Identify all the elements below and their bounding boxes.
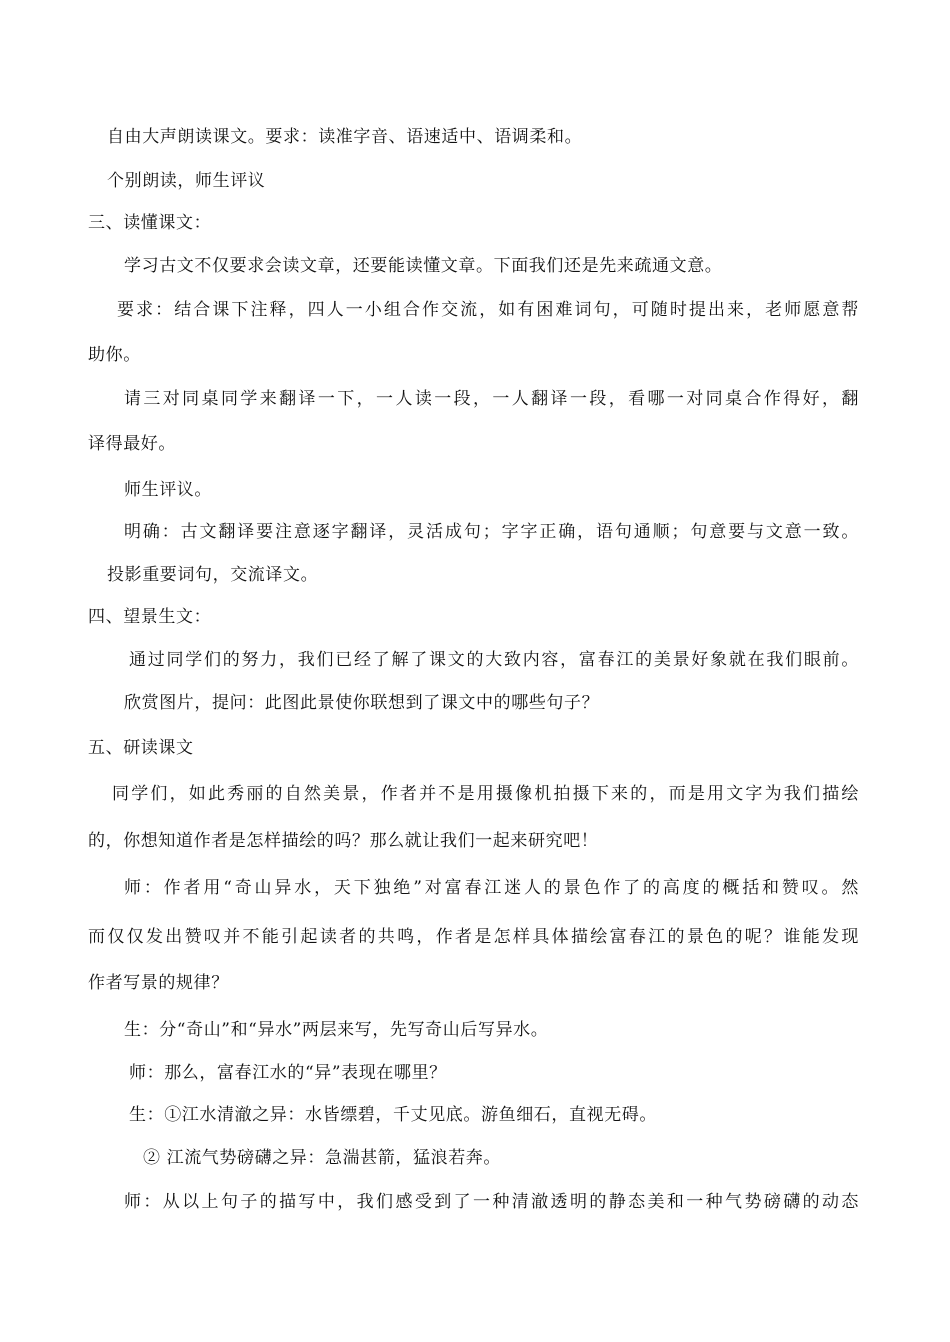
section-heading: 四、望景生文： — [88, 607, 212, 627]
paragraph-line: 师生评议。 — [124, 480, 212, 500]
paragraph-line: 师：从以上句子的描写中，我们感受到了一种清澈透明的静态美和一种气势磅礴的动态 — [124, 1192, 859, 1212]
paragraph-line: 个别朗读，师生评议 — [107, 171, 266, 191]
section-heading: 三、读懂课文： — [88, 213, 212, 233]
paragraph-line: 译得最好。 — [88, 434, 176, 454]
paragraph-line: 欣赏图片，提问：此图此景使你联想到了课文中的哪些句子？ — [124, 693, 600, 713]
paragraph-line: 要求：结合课下注释，四人一小组合作交流，如有困难词句，可随时提出来，老师愿意帮 — [117, 300, 859, 320]
paragraph-line: 助你。 — [88, 345, 141, 365]
paragraph-line: 的，你想知道作者是怎样描绘的吗？那么就让我们一起来研究吧！ — [88, 831, 599, 851]
paragraph-line: 投影重要词句，交流译文。 — [107, 565, 319, 585]
section-heading: 五、研读课文 — [88, 738, 194, 758]
paragraph-line: 通过同学们的努力，我们已经了解了课文的大致内容，富春江的美景好象就在我们眼前。 — [129, 650, 859, 670]
paragraph-line: 明确：古文翻译要注意逐字翻译，灵活成句；字字正确，语句通顺；句意要与文意一致。 — [124, 522, 859, 542]
paragraph-line: 作者写景的规律？ — [88, 973, 229, 993]
paragraph-line: 师：那么，富春江水的“异”表现在哪里？ — [129, 1063, 447, 1083]
paragraph-line: 生：分“奇山”和“异水”两层来写，先写奇山后写异水。 — [124, 1020, 549, 1040]
paragraph-line: 同学们，如此秀丽的自然美景，作者并不是用摄像机拍摄下来的，而是用文字为我们描绘 — [112, 784, 859, 804]
paragraph-line: 自由大声朗读课文。要求：读准字音、语速适中、语调柔和。 — [107, 127, 583, 147]
paragraph-line: 而仅仅发出赞叹并不能引起读者的共鸣，作者是怎样具体描绘富春江的景色的呢？谁能发现 — [88, 927, 859, 947]
paragraph-line: 请三对同桌同学来翻译一下，一人读一段，一人翻译一段，看哪一对同桌合作得好，翻 — [124, 389, 859, 409]
paragraph-line: ② 江流气势磅礴之异：急湍甚箭，猛浪若奔。 — [143, 1148, 502, 1168]
paragraph-line: 生：①江水清澈之异：水皆缥碧，千丈见底。游鱼细石，直视无碍。 — [129, 1105, 657, 1125]
paragraph-line: 师：作者用“奇山异水，天下独绝”对富春江迷人的景色作了的高度的概括和赞叹。然 — [124, 878, 859, 898]
paragraph-line: 学习古文不仅要求会读文章，还要能读懂文章。下面我们还是先来疏通文意。 — [124, 256, 723, 276]
